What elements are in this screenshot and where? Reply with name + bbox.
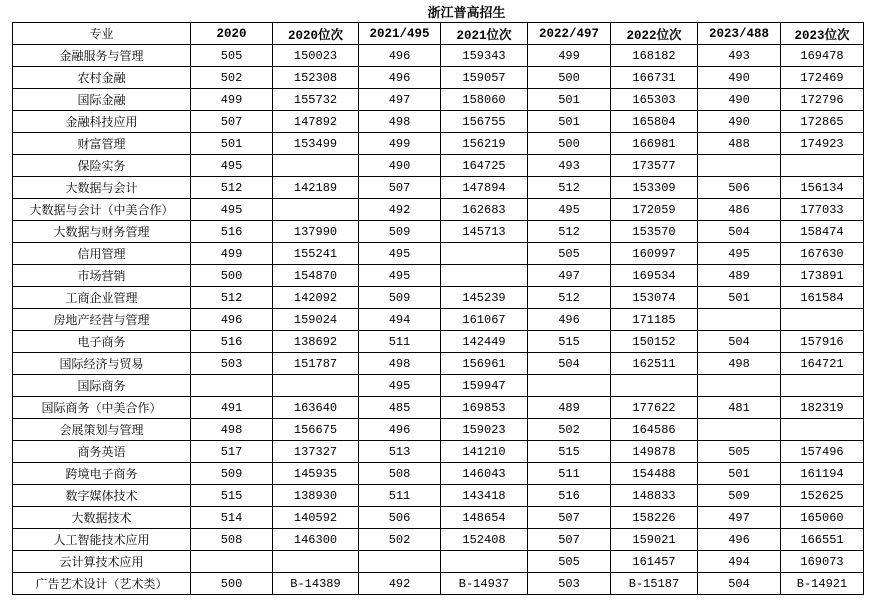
cell-score-2023: 488 [698,133,781,155]
cell-score-2022: 500 [528,133,611,155]
cell-rank-2021: 156961 [441,353,528,375]
cell-rank-2023: 161584 [781,287,864,309]
cell-score-2022: 501 [528,89,611,111]
table-title: 浙江普高招生 [427,6,506,21]
cell-score-2022: 511 [528,463,611,485]
cell-major: 大数据与财务管理 [13,221,191,243]
column-header-score-2021: 2021/495 [359,23,441,45]
table-row [13,507,864,529]
cell-score-2021: 492 [359,573,441,595]
cell-rank-2022: 165804 [611,111,698,133]
cell-rank-2021 [441,243,528,265]
cell-score-2020: 516 [191,331,273,353]
cell-score-2020: 502 [191,67,273,89]
cell-rank-2021: 145239 [441,287,528,309]
cell-rank-2023: 152625 [781,485,864,507]
cell-rank-2023: 167630 [781,243,864,265]
cell-score-2020: 503 [191,353,273,375]
cell-rank-2022: 165303 [611,89,698,111]
cell-rank-2020: 142189 [273,177,359,199]
cell-score-2023: 490 [698,67,781,89]
cell-score-2023: 490 [698,111,781,133]
cell-score-2023: 494 [698,551,781,573]
cell-rank-2021: 156755 [441,111,528,133]
cell-score-2021: 496 [359,419,441,441]
cell-score-2020: 495 [191,155,273,177]
cell-score-2022 [528,375,611,397]
cell-rank-2021: 159947 [441,375,528,397]
cell-rank-2020 [273,375,359,397]
table-row [13,309,864,331]
column-header-score-2020: 2020 [191,23,273,45]
table-row [13,89,864,111]
cell-score-2020 [191,551,273,573]
cell-score-2021: 511 [359,331,441,353]
cell-rank-2020: 151787 [273,353,359,375]
cell-rank-2023: 177033 [781,199,864,221]
cell-major: 云计算技术应用 [13,551,191,573]
cell-rank-2022: 154488 [611,463,698,485]
cell-rank-2022: 162511 [611,353,698,375]
cell-score-2023: 496 [698,529,781,551]
cell-rank-2021: 141210 [441,441,528,463]
table-row [13,177,864,199]
cell-score-2022: 495 [528,199,611,221]
cell-score-2020: 499 [191,243,273,265]
cell-score-2020: 517 [191,441,273,463]
cell-rank-2020: 142092 [273,287,359,309]
cell-rank-2021: 145713 [441,221,528,243]
cell-rank-2022: 169534 [611,265,698,287]
cell-rank-2023: 172865 [781,111,864,133]
cell-rank-2020: B-14389 [273,573,359,595]
cell-score-2022: 516 [528,485,611,507]
cell-score-2023: 493 [698,45,781,67]
table-row [13,551,864,573]
cell-score-2021: 495 [359,265,441,287]
column-header-rank-2020: 2020位次 [273,23,359,45]
cell-rank-2023: 156134 [781,177,864,199]
table-row [13,529,864,551]
cell-score-2021: 496 [359,67,441,89]
cell-rank-2023 [781,419,864,441]
cell-major: 电子商务 [13,331,191,353]
cell-rank-2023: 157496 [781,441,864,463]
table-row [13,45,864,67]
cell-rank-2023: 169073 [781,551,864,573]
column-header-rank-2021: 2021位次 [441,23,528,45]
cell-major: 大数据技术 [13,507,191,529]
cell-major: 商务英语 [13,441,191,463]
cell-rank-2023: 157916 [781,331,864,353]
cell-score-2022: 507 [528,529,611,551]
cell-score-2020: 509 [191,463,273,485]
cell-major: 国际商务 [13,375,191,397]
cell-major: 广告艺术设计（艺术类） [13,573,191,595]
cell-rank-2023: 172796 [781,89,864,111]
table-row [13,441,864,463]
cell-score-2020 [191,375,273,397]
cell-score-2020: 498 [191,419,273,441]
cell-score-2021: 502 [359,529,441,551]
table-row [13,243,864,265]
cell-score-2020: 508 [191,529,273,551]
cell-score-2023: 505 [698,441,781,463]
table-row [13,331,864,353]
cell-score-2023: 489 [698,265,781,287]
cell-rank-2021: 158060 [441,89,528,111]
cell-rank-2020: 147892 [273,111,359,133]
cell-rank-2022: 158226 [611,507,698,529]
cell-score-2021: 494 [359,309,441,331]
cell-score-2020: 491 [191,397,273,419]
cell-major: 国际金融 [13,89,191,111]
cell-score-2020: 512 [191,177,273,199]
admission-table [12,22,864,595]
cell-score-2022: 512 [528,221,611,243]
cell-score-2022: 489 [528,397,611,419]
cell-major: 国际经济与贸易 [13,353,191,375]
cell-rank-2020: 163640 [273,397,359,419]
cell-major: 数字媒体技术 [13,485,191,507]
cell-score-2021: 509 [359,221,441,243]
cell-score-2022: 515 [528,331,611,353]
cell-score-2020: 496 [191,309,273,331]
cell-rank-2022: 150152 [611,331,698,353]
cell-score-2023: 495 [698,243,781,265]
table-row [13,573,864,595]
cell-score-2022: 502 [528,419,611,441]
cell-rank-2023: 165060 [781,507,864,529]
cell-score-2023: 501 [698,287,781,309]
cell-score-2022: 493 [528,155,611,177]
column-header-score-2022: 2022/497 [528,23,611,45]
cell-score-2020: 505 [191,45,273,67]
cell-rank-2023: 169478 [781,45,864,67]
cell-rank-2021: 162683 [441,199,528,221]
cell-score-2022: 503 [528,573,611,595]
cell-score-2022: 497 [528,265,611,287]
cell-rank-2022: 166731 [611,67,698,89]
cell-major: 保险实务 [13,155,191,177]
cell-score-2023: 504 [698,331,781,353]
cell-score-2021: 507 [359,177,441,199]
cell-score-2023: 504 [698,573,781,595]
cell-rank-2023 [781,155,864,177]
cell-rank-2021: 152408 [441,529,528,551]
cell-rank-2020 [273,199,359,221]
cell-rank-2021: 143418 [441,485,528,507]
cell-major: 人工智能技术应用 [13,529,191,551]
cell-score-2020: 516 [191,221,273,243]
cell-score-2021: 495 [359,375,441,397]
cell-score-2023: 481 [698,397,781,419]
cell-rank-2021: 159057 [441,67,528,89]
cell-rank-2020: 159024 [273,309,359,331]
cell-rank-2020: 137990 [273,221,359,243]
cell-score-2021: 497 [359,89,441,111]
cell-rank-2020: 137327 [273,441,359,463]
cell-rank-2022: 166981 [611,133,698,155]
table-row [13,287,864,309]
table-row [13,221,864,243]
cell-major: 大数据与会计（中美合作） [13,199,191,221]
table-row [13,265,864,287]
cell-score-2021: 498 [359,111,441,133]
cell-score-2021: 485 [359,397,441,419]
cell-score-2022: 515 [528,441,611,463]
cell-score-2022: 512 [528,287,611,309]
cell-rank-2021: 164725 [441,155,528,177]
header-row [13,23,864,45]
cell-rank-2021 [441,551,528,573]
cell-score-2022: 501 [528,111,611,133]
cell-major: 房地产经营与管理 [13,309,191,331]
cell-major: 财富管理 [13,133,191,155]
cell-rank-2020 [273,551,359,573]
cell-major: 工商企业管理 [13,287,191,309]
cell-score-2023: 486 [698,199,781,221]
cell-rank-2020: 155732 [273,89,359,111]
cell-rank-2022: 177622 [611,397,698,419]
cell-rank-2023: 182319 [781,397,864,419]
table-row [13,111,864,133]
cell-rank-2023 [781,309,864,331]
column-header-major: 专业 [13,23,191,45]
cell-score-2020: 499 [191,89,273,111]
cell-rank-2022: 153570 [611,221,698,243]
table-row [13,155,864,177]
cell-rank-2022: 161457 [611,551,698,573]
cell-rank-2020: 138930 [273,485,359,507]
cell-score-2021: 506 [359,507,441,529]
cell-score-2020: 514 [191,507,273,529]
cell-score-2023: 498 [698,353,781,375]
cell-score-2021: 492 [359,199,441,221]
cell-major: 国际商务（中美合作） [13,397,191,419]
cell-rank-2023 [781,375,864,397]
cell-rank-2022: B-15187 [611,573,698,595]
cell-score-2023 [698,309,781,331]
cell-rank-2020 [273,155,359,177]
cell-score-2021: 490 [359,155,441,177]
cell-rank-2023: 158474 [781,221,864,243]
cell-score-2021: 509 [359,287,441,309]
cell-rank-2022 [611,375,698,397]
table-row [13,133,864,155]
column-header-rank-2022: 2022位次 [611,23,698,45]
cell-rank-2022: 164586 [611,419,698,441]
cell-rank-2021: 146043 [441,463,528,485]
cell-major: 农村金融 [13,67,191,89]
cell-rank-2020: 140592 [273,507,359,529]
table-row [13,353,864,375]
cell-rank-2021: 169853 [441,397,528,419]
cell-rank-2023: 166551 [781,529,864,551]
cell-rank-2023: 164721 [781,353,864,375]
column-header-score-2023: 2023/488 [698,23,781,45]
cell-rank-2023: 161194 [781,463,864,485]
cell-score-2022: 505 [528,551,611,573]
cell-score-2021: 508 [359,463,441,485]
cell-rank-2023: B-14921 [781,573,864,595]
table-row [13,397,864,419]
cell-score-2023: 506 [698,177,781,199]
cell-score-2023: 490 [698,89,781,111]
cell-rank-2021: 159023 [441,419,528,441]
cell-score-2021: 498 [359,353,441,375]
cell-rank-2022: 153309 [611,177,698,199]
cell-score-2022: 505 [528,243,611,265]
cell-score-2022: 496 [528,309,611,331]
cell-rank-2022: 159021 [611,529,698,551]
table-row [13,463,864,485]
cell-rank-2022: 171185 [611,309,698,331]
table-row [13,67,864,89]
cell-score-2020: 515 [191,485,273,507]
cell-major: 市场营销 [13,265,191,287]
cell-score-2020: 500 [191,265,273,287]
cell-rank-2021: 147894 [441,177,528,199]
cell-score-2022: 500 [528,67,611,89]
cell-score-2022: 499 [528,45,611,67]
cell-rank-2020: 150023 [273,45,359,67]
cell-rank-2022: 148833 [611,485,698,507]
cell-major: 会展策划与管理 [13,419,191,441]
cell-score-2023 [698,419,781,441]
cell-score-2021: 496 [359,45,441,67]
table-row [13,419,864,441]
cell-rank-2020: 154870 [273,265,359,287]
column-header-rank-2023: 2023位次 [781,23,864,45]
cell-rank-2020: 156675 [273,419,359,441]
cell-score-2022: 512 [528,177,611,199]
cell-score-2023: 501 [698,463,781,485]
cell-rank-2020: 153499 [273,133,359,155]
cell-score-2022: 507 [528,507,611,529]
cell-major: 跨境电子商务 [13,463,191,485]
cell-score-2021: 499 [359,133,441,155]
cell-score-2020: 501 [191,133,273,155]
cell-score-2020: 495 [191,199,273,221]
table-row [13,485,864,507]
cell-major: 大数据与会计 [13,177,191,199]
cell-rank-2023: 173891 [781,265,864,287]
cell-score-2023: 504 [698,221,781,243]
cell-rank-2021: B-14937 [441,573,528,595]
cell-score-2023 [698,155,781,177]
cell-rank-2020: 145935 [273,463,359,485]
cell-score-2021: 495 [359,243,441,265]
table-row [13,199,864,221]
cell-rank-2020: 146300 [273,529,359,551]
cell-score-2023: 497 [698,507,781,529]
cell-score-2020: 512 [191,287,273,309]
cell-rank-2020: 152308 [273,67,359,89]
cell-major: 信用管理 [13,243,191,265]
cell-score-2021: 511 [359,485,441,507]
cell-score-2021 [359,551,441,573]
table-row [13,375,864,397]
cell-score-2021: 513 [359,441,441,463]
cell-score-2020: 507 [191,111,273,133]
cell-rank-2020: 155241 [273,243,359,265]
cell-major: 金融科技应用 [13,111,191,133]
cell-rank-2021: 159343 [441,45,528,67]
cell-score-2023: 509 [698,485,781,507]
cell-rank-2021: 142449 [441,331,528,353]
cell-rank-2022: 173577 [611,155,698,177]
cell-rank-2022: 149878 [611,441,698,463]
cell-rank-2021: 148654 [441,507,528,529]
cell-rank-2022: 153074 [611,287,698,309]
cell-score-2020: 500 [191,573,273,595]
cell-rank-2021: 161067 [441,309,528,331]
cell-rank-2021: 156219 [441,133,528,155]
cell-rank-2022: 172059 [611,199,698,221]
cell-major: 金融服务与管理 [13,45,191,67]
cell-rank-2022: 160997 [611,243,698,265]
cell-score-2022: 504 [528,353,611,375]
cell-score-2023 [698,375,781,397]
cell-rank-2023: 172469 [781,67,864,89]
cell-rank-2023: 174923 [781,133,864,155]
cell-rank-2022: 168182 [611,45,698,67]
cell-rank-2021 [441,265,528,287]
cell-rank-2020: 138692 [273,331,359,353]
